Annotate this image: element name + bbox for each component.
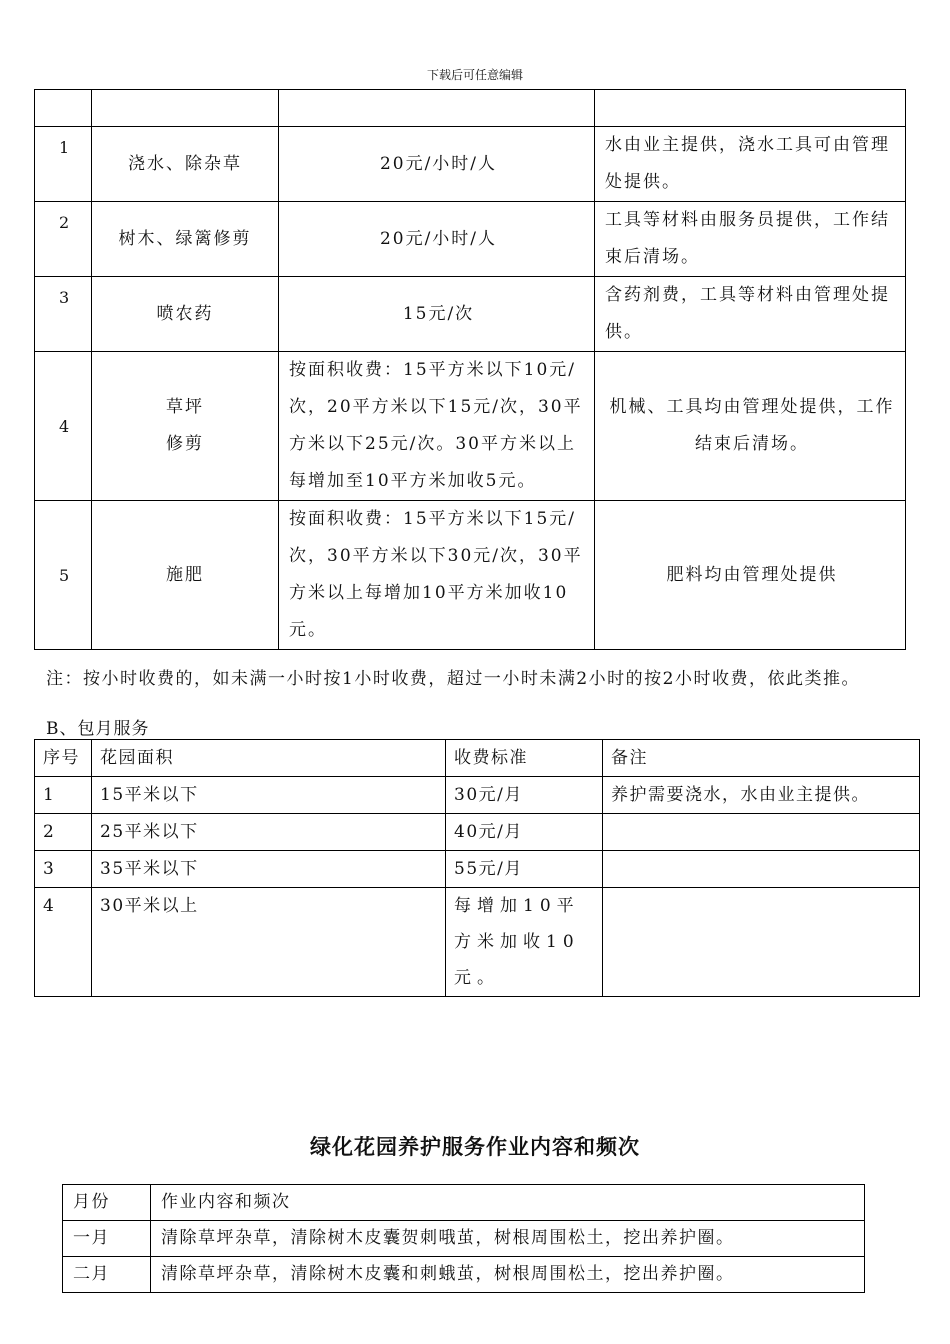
service-fee: 20元/小时/人: [279, 127, 595, 202]
service-item: 喷农药: [92, 277, 279, 352]
row-number: 4: [35, 888, 92, 997]
row-number: 3: [35, 277, 92, 352]
service-note: 工具等材料由服务员提供，工作结束后清场。: [595, 202, 906, 277]
garden-area: 30平米以上: [92, 888, 446, 997]
table-cell: [35, 90, 92, 127]
table-row: [63, 1221, 865, 1257]
task-cell: 清除草坪杂草，清除树木皮囊和刺蛾茧，树根周围松土，挖出养护圈。: [151, 1257, 865, 1293]
monthly-service-table: [34, 739, 920, 997]
monthly-fee: 55元/月: [446, 851, 603, 888]
monthly-note: 养护需要浇水，水由业主提供。: [603, 777, 920, 814]
service-fee: 20元/小时/人: [279, 202, 595, 277]
table-row: [35, 851, 920, 888]
monthly-fee: 30元/月: [446, 777, 603, 814]
service-item: 树木、绿篱修剪: [92, 202, 279, 277]
row-number: 4: [35, 352, 92, 501]
service-item: [92, 352, 279, 501]
service-note: 肥料均由管理处提供: [595, 501, 906, 650]
table-row: [35, 501, 906, 650]
row-number: 5: [35, 501, 92, 650]
table-row: [35, 277, 906, 352]
table-header-row-empty: [35, 90, 906, 127]
service-item: 施肥: [92, 501, 279, 650]
month-cell: 一月: [63, 1221, 151, 1257]
page-header: 下载后可任意编辑: [426, 68, 523, 82]
table-row: [35, 127, 906, 202]
row-number: 2: [35, 814, 92, 851]
column-header: 花园面积: [92, 740, 446, 777]
column-header: 收费标准: [446, 740, 603, 777]
section-heading-monthly: B、包月服务: [46, 719, 150, 739]
garden-area: 25平米以下: [92, 814, 446, 851]
service-item-line: 草坪: [166, 397, 204, 417]
row-number: 1: [35, 777, 92, 814]
table-cell: [595, 90, 906, 127]
service-note: 含药剂费，工具等材料由管理处提供。: [595, 277, 906, 352]
pay-per-service-table: [34, 89, 906, 650]
monthly-note: [603, 851, 920, 888]
row-number: 2: [35, 202, 92, 277]
page-title: 绿化花园养护服务作业内容和频次: [310, 1135, 640, 1159]
table-row: [35, 777, 920, 814]
table-header-row: [35, 740, 920, 777]
maintenance-schedule-table: [62, 1184, 865, 1293]
row-number: 3: [35, 851, 92, 888]
monthly-note: [603, 888, 920, 997]
column-header: 作业内容和频次: [151, 1185, 865, 1221]
billing-note: 注：按小时收费的，如未满一小时按1小时收费，超过一小时未满2小时的按2小时收费，依此类推。: [46, 669, 860, 689]
column-header: 月份: [63, 1185, 151, 1221]
table-row: [35, 814, 920, 851]
table-row: [35, 352, 906, 501]
monthly-note: [603, 814, 920, 851]
service-fee: 按面积收费：15平方米以下10元/次，20平方米以下15元/次，30平方米以下25元/次。30平方米以上每增加至10平方米加收5元。: [279, 352, 595, 501]
service-item: 浇水、除杂草: [92, 127, 279, 202]
table-row: [63, 1257, 865, 1293]
table-cell: [279, 90, 595, 127]
service-fee: 按面积收费：15平方米以下15元/次，30平方米以下30元/次，30平方米以上每增加10平方米加收10元。: [279, 501, 595, 650]
table-header-row: [63, 1185, 865, 1221]
table-row: [35, 888, 920, 997]
monthly-fee: 每增加10平方米加收10元。: [446, 888, 603, 997]
table-row: [35, 202, 906, 277]
service-item-line: 修剪: [166, 434, 204, 454]
column-header: 备注: [603, 740, 920, 777]
service-note: 机械、工具均由管理处提供，工作结束后清场。: [595, 352, 906, 501]
row-number: 1: [35, 127, 92, 202]
garden-area: 35平米以下: [92, 851, 446, 888]
task-cell: 清除草坪杂草，清除树木皮囊贺刺哦茧，树根周围松土，挖出养护圈。: [151, 1221, 865, 1257]
service-fee: 15元/次: [279, 277, 595, 352]
service-note: 水由业主提供，浇水工具可由管理处提供。: [595, 127, 906, 202]
column-header: 序号: [35, 740, 92, 777]
table-cell: [92, 90, 279, 127]
garden-area: 15平米以下: [92, 777, 446, 814]
month-cell: 二月: [63, 1257, 151, 1293]
monthly-fee: 40元/月: [446, 814, 603, 851]
